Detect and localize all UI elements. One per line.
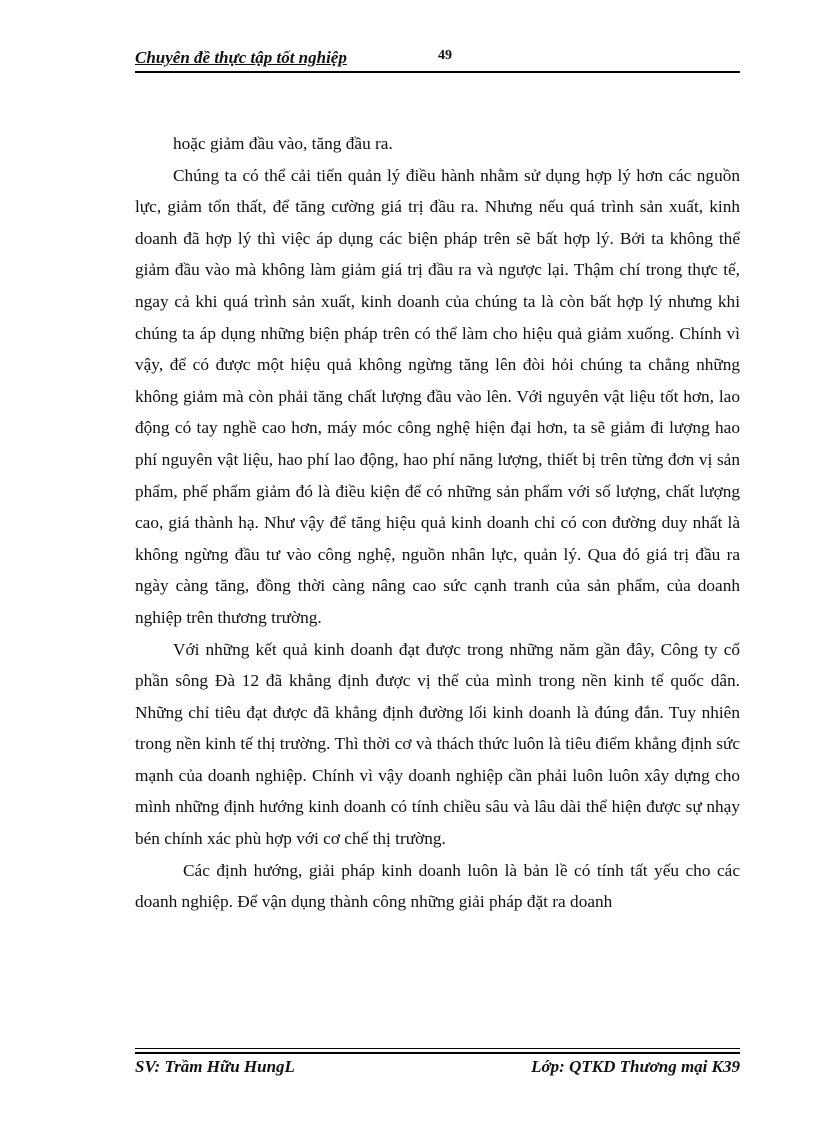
page-footer — [135, 1057, 740, 1081]
paragraph: Các định hướng, giải pháp kinh doanh luôn là bản lề có tính tất yếu cho các doanh nghiệp. Để vận dụng thành công những giải pháp đặt ra doanh — [135, 860, 740, 912]
body-text — [135, 128, 740, 918]
paragraph: Với những kết quả kinh doanh đạt được trong những năm gần đây, Công ty cổ phần sông Đà 12 đã khẳng định được vị thế của mình trong nền kinh tế quốc dân. Những chỉ tiêu đạt được đã khẳng định đường lối kinh doanh là đúng đắn. Tuy nhiên trong nền kinh tế thị trường. Thì thời cơ và thách thức luôn là tiêu điểm khẳng định sức mạnh của doanh nghiệp. Chính vì vậy doanh nghiệp cần phải luôn luôn xây dựng cho mình những định hướng kinh doanh có tính chiều sâu và lâu dài thể hiện được sự nhạy bén chính xác phù hợp với cơ chế thị trường. — [135, 639, 740, 849]
header-divider — [135, 71, 740, 73]
class-name: Lớp: QTKD Thương mại K39 — [531, 1057, 740, 1076]
paragraph: hoặc giảm đầu vào, tăng đầu ra. — [173, 134, 393, 153]
footer-divider — [135, 1048, 740, 1049]
student-name: SV: Trầm Hữu HungL — [135, 1057, 295, 1076]
footer-divider — [135, 1052, 740, 1054]
paragraph: Chúng ta có thể cải tiến quản lý điều hành nhằm sử dụng hợp lý hơn các nguồn lực, giảm tổn thất, để tăng cường giá trị đầu ra. Nhưng nếu quá trình sản xuất, kinh doanh đã hợp lý thì việc áp dụng các biện pháp trên sẽ bất hợp lý. Bởi ta không thể giảm đầu vào mà không làm giảm giá trị đầu ra và ngược lại. Thậm chí trong thực tế, ngay cả khi quá trình sản xuất, kinh doanh của chúng ta là còn bất hợp lý nhưng khi chúng ta áp dụng những biện pháp trên có thể làm cho hiệu quả giảm xuống. Chính vì vậy, để có được một hiệu quả không ngừng tăng lên đòi hỏi chúng ta chẳng những không giảm mà còn phải tăng chất lượng đầu vào lên. Với nguyên vật liệu tốt hơn, lao động có tay nghề cao hơn, máy móc công nghệ hiện đại hơn, ta sẽ giảm đi lượng hao phí nguyên vật liệu, hao phí lao động, hao phí năng lượng, thiết bị trên từng đơn vị sản phẩm, phế phẩm giảm đó là điều kiện để có những sản phẩm với số lượng, chất lượng cao, giá thành hạ. Như vậy để tăng hiệu quả kinh doanh chỉ có con đường duy nhất là không ngừng đầu tư vào công nghệ, nguồn nhân lực, quản lý. Qua đó giá trị đầu ra ngày càng tăng, đồng thời càng nâng cao sức cạnh tranh của sản phẩm, của doanh nghiệp trên thương trường. — [135, 165, 740, 627]
page-number: 49 — [438, 48, 452, 63]
page-header — [135, 48, 740, 70]
document-title: Chuyên đề thực tập tốt nghiệp — [135, 48, 347, 67]
